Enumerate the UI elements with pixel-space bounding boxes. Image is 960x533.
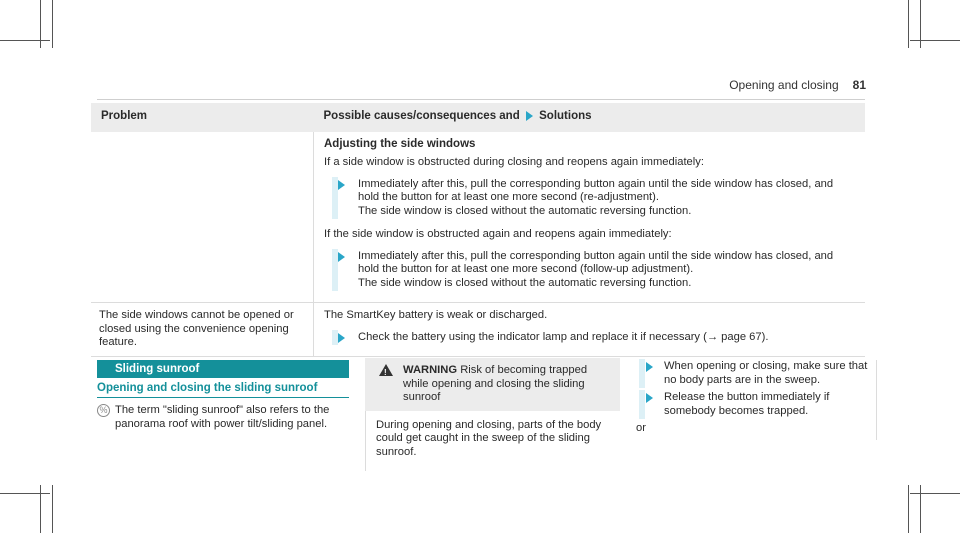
action-step <box>636 360 876 387</box>
subsection-title: Adjusting the side windows <box>324 137 476 150</box>
warning-label: WARNING <box>403 364 458 376</box>
troubleshooting-table <box>91 103 865 357</box>
subsection-heading: Opening and closing the sliding sunroof <box>97 382 349 398</box>
warning-head-text: Risk of becoming trapped while opening and closing the sliding sunroof <box>403 364 588 403</box>
crop-mark <box>52 485 53 533</box>
section-heading-bar: Sliding sunroof <box>97 360 349 378</box>
action-step <box>324 331 857 345</box>
solution-cell <box>314 132 866 303</box>
column-header-solutions <box>314 103 866 132</box>
table-row <box>91 303 865 357</box>
crop-mark <box>910 493 960 494</box>
info-icon: % <box>97 404 110 417</box>
step-text: Check the battery using the indicator lamp and replace it if necessary (→ page 67). <box>358 330 769 343</box>
step-text: When opening or closing, make sure that no body parts are in the sweep. <box>664 360 868 386</box>
or-text: or <box>636 422 646 434</box>
table-row <box>91 132 865 303</box>
warning-box <box>365 358 620 471</box>
step-arrow-icon <box>646 393 653 403</box>
condition-text: If the side window is obstructed again and reopens again immediately: <box>324 228 672 240</box>
cause-text: The SmartKey battery is weak or discharged. <box>324 309 548 321</box>
crop-mark <box>908 485 909 533</box>
warning-body: During opening and closing, parts of the body could get caught in the sweep of the sliding sunroof. <box>365 411 620 471</box>
action-step <box>324 250 857 291</box>
note-text: The term "sliding sunroof" also refers to the panorama roof with power tilt/sliding panel. <box>115 404 330 430</box>
column-header-solutions-text: Possible causes/consequences and <box>323 110 520 122</box>
step-result: The side window is closed without the automatic reversing function. <box>358 204 692 217</box>
column-header-problem: Problem <box>91 103 314 132</box>
page-header <box>729 78 866 92</box>
action-step <box>324 178 857 219</box>
arrow-icon <box>526 111 533 121</box>
column-header-solutions-suffix: Solutions <box>539 110 592 122</box>
action-list <box>636 360 877 440</box>
problem-cell: The side windows cannot be opened or closed using the convenience opening feature. <box>91 303 314 357</box>
action-step <box>636 391 876 418</box>
step-text: Release the button immediately if somebody becomes trapped. <box>664 391 830 417</box>
step-text: Immediately after this, pull the corresponding button again until the side window has closed, and hold the button for at least one more second (re-adjustment). <box>358 177 834 203</box>
note-block <box>97 404 349 431</box>
step-text: Immediately after this, pull the corresponding button again until the side window has closed, and hold the button for at least one more second (follow-up adjustment). <box>358 249 834 275</box>
solution-cell <box>314 303 866 357</box>
page-number: 81 <box>852 78 866 92</box>
crop-mark <box>910 40 960 41</box>
condition-text: If a side window is obstructed during closing and reopens again immediately: <box>324 156 704 168</box>
step-arrow-icon <box>338 180 345 190</box>
table-header-row <box>91 103 865 132</box>
section-title: Opening and closing <box>729 78 839 92</box>
header-divider <box>97 99 865 100</box>
warning-icon: ! <box>379 364 393 376</box>
warning-header <box>365 358 620 411</box>
crop-mark <box>0 493 50 494</box>
crop-mark <box>52 0 53 48</box>
crop-mark <box>908 0 909 48</box>
step-result: The side window is closed without the automatic reversing function. <box>358 276 692 289</box>
step-arrow-icon <box>338 252 345 262</box>
problem-cell <box>91 132 314 303</box>
step-arrow-icon <box>338 333 345 343</box>
step-arrow-icon <box>646 362 653 372</box>
crop-mark <box>0 40 50 41</box>
